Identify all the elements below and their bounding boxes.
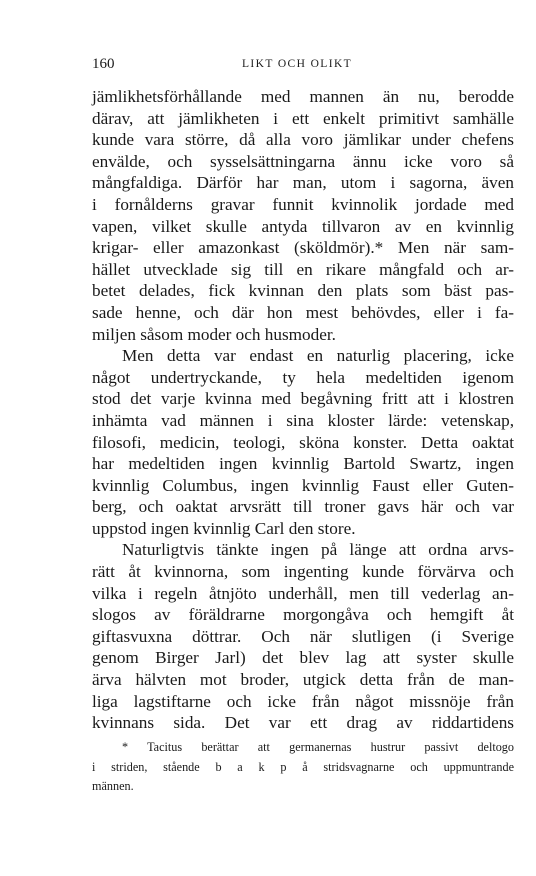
text-line: krigar- eller amazonkast (sköldmör).* Men när sam- xyxy=(92,238,514,258)
text-line: sade henne, och där hon mest behövdes, eller i fa- xyxy=(92,302,514,322)
text-line: uppstod ingen kvinnlig Carl den store. xyxy=(92,518,356,538)
text-line: har medeltiden ingen kvinnlig Bartold Swartz, ingen xyxy=(92,454,514,474)
page-number: 160 xyxy=(92,56,115,72)
footnote-line: i striden, stående b a k p å stridsvagnarne och uppmuntrande xyxy=(92,759,514,774)
text-line: envälde, och sysselsättningarna ännu icke voro så xyxy=(92,151,514,171)
text-line: liga lagstiftarne och icke från något missnöje från xyxy=(92,691,514,711)
text-line: vilka i regeln åtnjöto underhåll, men till vederlag an- xyxy=(92,583,514,603)
text-line: stod det varje kvinna med begåvning fritt att i klostren xyxy=(92,389,514,409)
text-line: genom Birger Jarl) det blev lag att syster skulle xyxy=(92,648,514,668)
text-line: kvinnlig Columbus, ingen kvinnlig Faust eller Guten- xyxy=(92,475,514,495)
text-line: betet delades, fick kvinnan den plats som bäst pas- xyxy=(92,281,514,301)
text-line: rätt åt kvinnorna, som ingenting kunde förvärva och xyxy=(92,562,514,582)
running-title: LIKT OCH OLIKT xyxy=(242,58,353,70)
text-line: giftasvuxna döttrar. Och när slutligen (i Sverige xyxy=(92,626,514,646)
text-line: kunde vara större, då alla voro jämlikar under chefens xyxy=(92,130,514,150)
footnote-line: männen. xyxy=(92,779,134,793)
text-line: hället utvecklade sig till en rikare mångfald och ar- xyxy=(92,259,514,279)
text-line: berg, och oaktat arvsrätt till troner gavs här och var xyxy=(92,497,514,517)
text-line: inhämta vad männen i sina kloster lärde: vetenskap, xyxy=(92,410,514,430)
text-line: kvinnans sida. Det var ett drag av riddartidens xyxy=(92,713,514,733)
footnote xyxy=(92,738,514,797)
text-line: vapen, vilket skulle antyda tillvaron av en kvinnlig xyxy=(92,216,514,236)
text-line: miljen såsom moder och husmoder. xyxy=(92,324,336,344)
text-line: ärva hälvten mot broder, utgick detta från de man- xyxy=(92,670,514,690)
page-header xyxy=(92,56,514,76)
text-line: därav, att jämlikheten i ett enkelt primitivt samhälle xyxy=(92,108,514,128)
footnote-line: * Tacitus berättar att germanernas hustrur passivt deltogo xyxy=(122,740,514,754)
text-line: i fornålderns gravar funnit kvinnolik jordade med xyxy=(92,194,514,214)
text-line: Men detta var endast en naturlig placering, icke xyxy=(122,346,514,366)
body-text xyxy=(92,86,514,734)
text-line: filosofi, medicin, teologi, sköna konster. Detta oaktat xyxy=(92,432,514,452)
text-line: jämlikhetsförhållande med mannen än nu, berodde xyxy=(92,87,514,106)
text-line: slogos av föräldrarne morgongåva och hemgift åt xyxy=(92,605,514,625)
text-line: Naturligtvis tänkte ingen på länge att ordna arvs- xyxy=(122,540,514,560)
text-line: mångfaldiga. Därför har man, utom i sagorna, även xyxy=(92,173,514,193)
text-line: något undertryckande, ty hela medeltiden igenom xyxy=(92,367,514,387)
